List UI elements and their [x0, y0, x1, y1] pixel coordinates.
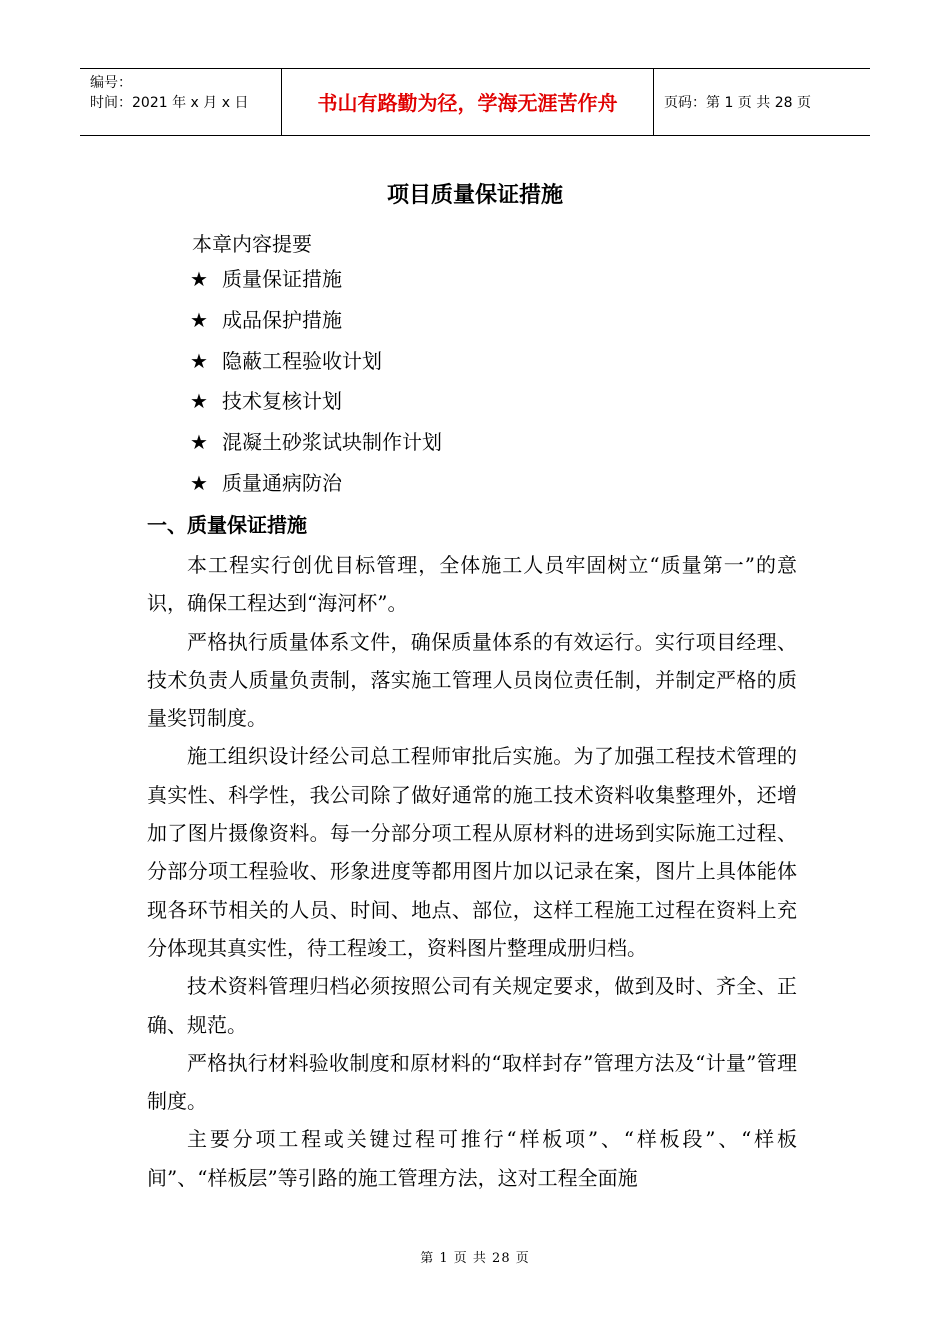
list-item-text: 成品保护措施: [222, 307, 342, 332]
list-item-text: 质量保证措施: [222, 267, 342, 291]
section-heading: 一、质量保证措施: [147, 513, 307, 537]
star-icon: ★: [190, 307, 208, 332]
star-icon: ★: [190, 267, 208, 291]
list-item-text: 混凝土砂浆试块制作计划: [222, 430, 442, 455]
paragraph: 本工程实行创优目标管理，全体施工人员牢固树立“质量第一”的意识，确保工程达到“海河杯”。: [147, 553, 797, 616]
list-item: [190, 388, 442, 429]
header-page-info: 页码：第 1 页 共 28 页: [664, 95, 811, 111]
star-icon: ★: [190, 470, 208, 495]
list-item: [190, 266, 442, 307]
list-item-text: 隐蔽工程验收计划: [222, 348, 382, 373]
paragraph: 技术资料管理归档必须按照公司有关规定要求，做到及时、齐全、正确、规范。: [147, 974, 797, 1037]
star-icon: ★: [190, 430, 208, 455]
list-item: [190, 470, 442, 511]
list-item: [190, 307, 442, 348]
header-meta: [80, 69, 282, 135]
chapter-contents-list: [190, 266, 442, 511]
time-label: 时间：2021 年 x 月 x 日: [90, 95, 249, 111]
chapter-summary-label: 本章内容提要: [192, 232, 312, 256]
number-label: 编号：: [90, 75, 132, 91]
star-icon: ★: [190, 348, 208, 373]
section-body: [147, 546, 797, 1197]
list-item: [190, 429, 442, 470]
header-motto: 书山有路勤为径，学海无涯苦作舟: [282, 69, 654, 135]
document-title: 项目质量保证措施: [386, 182, 563, 208]
list-item: [190, 348, 442, 389]
list-item-text: 技术复核计划: [222, 389, 342, 414]
paragraph: 施工组织设计经公司总工程师审批后实施。为了加强工程技术管理的真实性、科学性，我公司除了做好通常的施工技术资料收集整理外，还增加了图片摄像资料。每一分部分项工程从原材料的进场到实际施工过程、分部分项工程验收、形象进度等都用图片加以记录在案，图片上具体能体现各环节相关的人员、时间、地点、部位，这样工程施工过程在资料上充分体现其真实性，待工程竣工，资料图片整理成册归档。: [147, 744, 797, 960]
paragraph: 主要分项工程或关键过程可推行“样板项”、“样板段”、“样板间”、“样板层”等引路的施工管理方法，这对工程全面施: [147, 1127, 797, 1190]
list-item-text: 质量通病防治: [222, 470, 342, 495]
paragraph: 严格执行质量体系文件，确保质量体系的有效运行。实行项目经理、技术负责人质量负责制，落实施工管理人员岗位责任制，并制定严格的质量奖罚制度。: [147, 629, 797, 731]
page-header: [80, 68, 870, 136]
star-icon: ★: [190, 389, 208, 414]
paragraph: 严格执行材料验收制度和原材料的“取样封存”管理方法及“计量”管理制度。: [147, 1050, 797, 1114]
page-footer: 第 1 页 共 28 页: [420, 1251, 530, 1266]
